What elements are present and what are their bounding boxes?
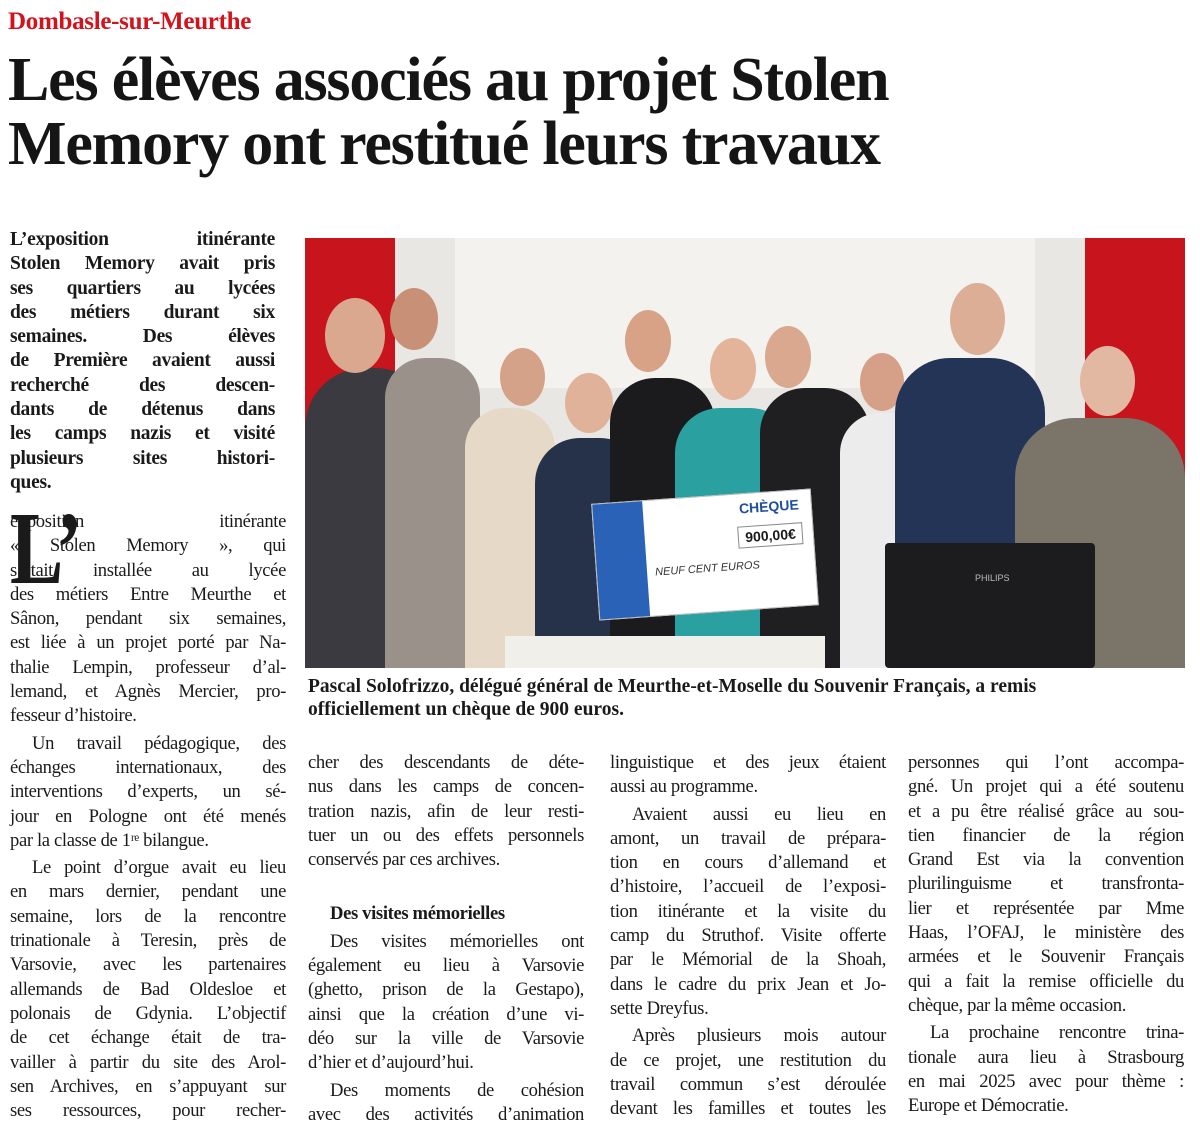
text-line: par la classe de 1ʳᵉ bilangue. (10, 829, 209, 851)
photo-caption (308, 675, 1188, 721)
text-line: linguistique et des jeux étaient (610, 752, 886, 773)
text-line: travail commun s’est déroulée (610, 1073, 886, 1095)
text-line: sette Dreyfus. (610, 997, 709, 1019)
text-line: Varsovie, avec les partenaires (10, 954, 286, 976)
text-line: Des visites mémorielles (330, 903, 505, 925)
text-line: sen Archives, en s’appuyant sur (10, 1075, 286, 1097)
paragraph (610, 751, 886, 800)
monitor (885, 543, 1095, 668)
text-line: tionale aura lieu à Strasbourg (908, 1046, 1184, 1068)
cheque-words: NEUF CENT EUROS (654, 559, 761, 579)
text-line: en mars dernier, pendant une (10, 881, 286, 903)
text-line: camp du Struthof. Visite offerte (610, 925, 886, 947)
text-line: lemand, et Agnès Mercier, pro- (10, 681, 286, 703)
paragraph (908, 751, 1184, 1018)
text-line: Grand Est via la convention (908, 849, 1184, 871)
text-line: jour en Pologne ont été menés (10, 805, 286, 827)
lead-line: recherché des descen- (10, 374, 275, 396)
desk (505, 636, 825, 668)
text-line: chèque, par la même occasion. (908, 994, 1127, 1016)
text-line: s’était installée au lycée (10, 559, 286, 581)
text-line: « Stolen Memory », qui (10, 535, 286, 557)
body-column-2 (308, 748, 584, 1127)
text-line: Sânon, pendant six semaines, (10, 608, 286, 630)
text-line: Un travail pédagogique, des (32, 732, 286, 754)
paragraph (610, 803, 886, 1022)
person-head (1080, 346, 1135, 416)
text-line: gné. Un projet qui a été soutenu (908, 776, 1184, 798)
spacer (308, 872, 584, 899)
text-line: semaine, lors de la rencontre (10, 905, 286, 927)
text-line: d’histoire, l’accueil de l’exposi- (610, 876, 886, 898)
text-line: ses ressources, pour recher- (10, 1100, 286, 1122)
paragraph (308, 751, 584, 872)
cheque (591, 488, 819, 620)
lead-line: dants de détenus dans (10, 399, 275, 421)
text-line: échanges internationaux, des (10, 756, 286, 778)
person-head (625, 310, 671, 372)
text-line: tien financier de la région (908, 824, 1184, 846)
lead-line: L’exposition itinérante (10, 229, 275, 250)
text-line: est liée à un projet porté par Na- (10, 632, 286, 654)
paragraph (610, 1024, 886, 1121)
text-line: trinationale à Teresin, près de (10, 930, 286, 952)
text-line: nus dans les camps de concen- (308, 776, 584, 798)
lead-paragraph (10, 228, 275, 495)
text-line: de cet échange était de tra- (10, 1027, 286, 1049)
paragraph (10, 856, 286, 1123)
lead-line: plusieurs sites histori- (10, 447, 275, 469)
person-head (710, 338, 756, 400)
text-line: Des visites mémorielles ont (330, 930, 584, 952)
person-head (565, 373, 613, 433)
text-line: tration nazis, afin de leur resti- (308, 800, 584, 822)
headline-line: Les élèves associés au projet Stolen (8, 46, 889, 114)
text-line: allemands de Bad Oldesloe et (10, 978, 286, 1000)
text-line: tion en cours d’allemand et (610, 852, 886, 874)
text-line: conservés par ces archives. (308, 849, 500, 871)
text-line: avec des activités d’animation (308, 1103, 584, 1125)
text-line: ainsi que la création d’une vi- (308, 1003, 584, 1025)
text-line: (ghetto, prison de la Gestapo), (308, 979, 584, 1001)
text-line: fesseur d’histoire. (10, 705, 137, 727)
text-line: armées et le Souvenir Français (908, 946, 1184, 968)
text-line: en mai 2025 avec pour thème : (908, 1070, 1184, 1092)
headline-line: Memory ont restitué leurs travaux (8, 110, 880, 178)
text-line: de ce projet, une restitution du (610, 1049, 886, 1071)
paragraph (10, 732, 286, 853)
text-line: aussi au programme. (610, 776, 758, 798)
subheading (308, 902, 584, 926)
text-line: et a pu être réalisé grâce au sou- (908, 800, 1184, 822)
cheque-amount: 900,00€ (738, 522, 804, 548)
lead-line: semaines. Des élèves (10, 326, 275, 348)
text-line: par le Mémorial de la Shoah, (610, 949, 886, 971)
text-line: Des moments de cohésion (330, 1079, 584, 1101)
text-line: exposition itinérante (10, 511, 286, 532)
text-line: lier et représentée par Mme (908, 897, 1184, 919)
text-line: La prochaine rencontre trina- (930, 1022, 1184, 1044)
section-kicker: Dombasle-sur-Meurthe (8, 8, 252, 35)
text-line: Après plusieurs mois autour (632, 1025, 886, 1047)
text-line: polonais de Gdynia. L’objectif (10, 1002, 286, 1024)
cheque-band (592, 501, 650, 619)
text-line: Europe et Démocratie. (908, 1095, 1069, 1117)
text-line: qui a fait la remise officielle du (908, 970, 1184, 992)
body-column-1 (10, 491, 286, 1123)
text-line: devant les familles et toutes les (610, 1098, 886, 1120)
caption-line: Pascal Solofrizzo, délégué général de Meurthe-et-Moselle du Souvenir Français, a remis (308, 676, 1037, 697)
lead-line: ques. (10, 471, 52, 493)
text-line: des métiers Entre Meurthe et (10, 583, 286, 605)
paragraph (308, 930, 584, 1076)
text-line: interventions d’experts, un sé- (10, 781, 286, 803)
headline (8, 48, 888, 176)
body-column-4 (908, 748, 1184, 1118)
text-line: dans le cadre du prix Jean et Jo- (610, 973, 886, 995)
text-line: plurilinguisme et transfronta- (908, 873, 1184, 895)
text-line: cher des descendants de déte- (308, 752, 584, 773)
lead-line: de Première avaient aussi (10, 350, 275, 372)
text-line: d’hier et d’aujourd’hui. (308, 1052, 474, 1074)
lead-line: ses quartiers au lycées (10, 277, 275, 299)
text-line: également eu lieu à Varsovie (308, 955, 584, 977)
text-line: Haas, l’OFAJ, le ministère des (908, 922, 1184, 944)
text-line: tuer un ou des effets personnels (308, 824, 584, 846)
lead-line: des métiers durant six (10, 301, 275, 323)
person-head (950, 283, 1005, 355)
text-line: tion itinérante et la visite du (610, 900, 886, 922)
text-line: Avaient aussi eu lieu en (632, 803, 886, 825)
text-line: vailler à partir du site des Arol- (10, 1051, 286, 1073)
person-head (765, 326, 811, 388)
caption-line: officiellement un chèque de 900 euros. (308, 699, 624, 720)
text-line: Le point d’orgue avait eu lieu (32, 857, 286, 879)
person-head (390, 288, 438, 350)
drop-cap: L’ (10, 491, 82, 607)
person-head (325, 298, 385, 373)
monitor-brand: PHILIPS (975, 573, 1010, 583)
person-head (500, 348, 545, 406)
lead-line: Stolen Memory avait pris (10, 253, 275, 275)
text-line: personnes qui l’ont accompa- (908, 752, 1184, 773)
paragraph (308, 1079, 584, 1127)
lead-line: les camps nazis et visité (10, 423, 275, 445)
body-column-3 (610, 748, 886, 1121)
text-line: déo sur la ville de Varsovie (308, 1027, 584, 1049)
cheque-title: CHÈQUE (738, 496, 800, 517)
article-photo (305, 238, 1185, 668)
text-line: thalie Lempin, professeur d’al- (10, 656, 286, 678)
text-line: amont, un travail de prépara- (610, 827, 886, 849)
